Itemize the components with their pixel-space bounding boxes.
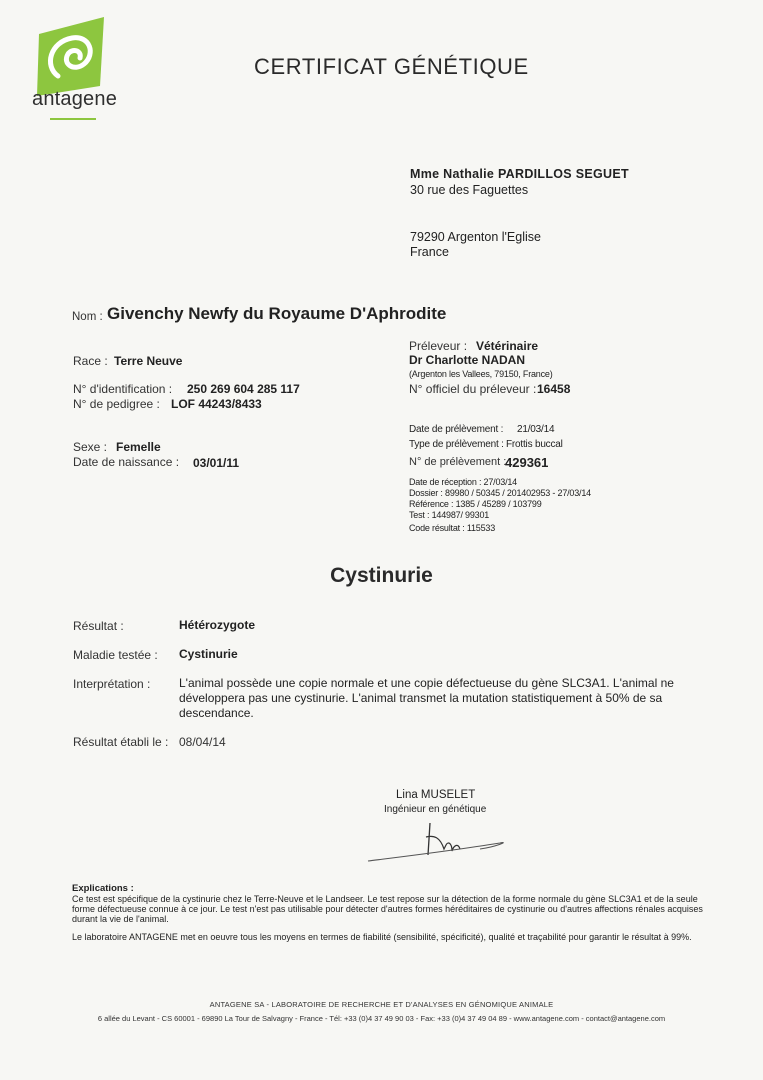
page-title: CERTIFICAT GÉNÉTIQUE bbox=[254, 54, 529, 79]
result-date: 08/04/14 bbox=[179, 735, 226, 749]
explanations-paragraph-2: Le laboratoire ANTAGENE met en oeuvre tous les moyens en termes de fiabilité (sensibilité, spécificité), qualité et traçabilité pour garantir le résultat à 99%. bbox=[72, 932, 692, 942]
dob-value: 03/01/11 bbox=[193, 456, 240, 470]
sample-date-label: Date de prélèvement : bbox=[409, 424, 504, 435]
race-value: Terre Neuve bbox=[114, 354, 183, 368]
sample-type: Frottis buccal bbox=[506, 439, 563, 450]
reference: Référence : 1385 / 45289 / 103799 bbox=[409, 499, 542, 509]
explanations bbox=[72, 884, 722, 942]
sex-label: Sexe : bbox=[73, 440, 108, 454]
interpretation-text: L'animal possède une copie normale et une copie défectueuse du gène SLC3A1. L'animal ne développera pas une cystinurie. L'animal transmet la mutation statistiquement à 50% de sa descendance. bbox=[179, 676, 674, 720]
test-number: Test : 144987/ 99301 bbox=[409, 510, 490, 520]
signatory-title: Ingénieur en génétique bbox=[384, 804, 487, 815]
animal-name: Givenchy Newfy du Royaume D'Aphrodite bbox=[107, 304, 447, 323]
disease-label: Maladie testée : bbox=[73, 648, 158, 662]
dob-label: Date de naissance : bbox=[73, 455, 180, 469]
identification-label: N° d'identification : bbox=[73, 382, 173, 396]
sex-value: Femelle bbox=[116, 440, 161, 454]
logo-underline bbox=[50, 118, 96, 120]
recipient-city: 79290 Argenton l'Eglise bbox=[410, 230, 541, 244]
logo-wordmark: antagene bbox=[32, 88, 118, 110]
disease-title: Cystinurie bbox=[330, 564, 433, 587]
sampler-name: Dr Charlotte NADAN bbox=[409, 353, 526, 367]
result-code: Code résultat : 115533 bbox=[409, 523, 495, 533]
sample-date: 21/03/14 bbox=[517, 424, 555, 435]
disease-value: Cystinurie bbox=[179, 647, 238, 661]
sampler-address: (Argenton les Vallees, 79150, France) bbox=[409, 369, 553, 379]
footer-company: ANTAGENE SA - LABORATOIRE DE RECHERCHE ET D'ANALYSES EN GÉNOMIQUE ANIMALE bbox=[209, 1000, 554, 1009]
sample-type-label: Type de prélèvement : bbox=[409, 439, 504, 450]
pedigree-value: LOF 44243/8433 bbox=[171, 397, 262, 411]
interpretation-label: Interprétation : bbox=[73, 677, 151, 691]
recipient-street: 30 rue des Faguettes bbox=[410, 183, 529, 197]
result-label: Résultat : bbox=[73, 619, 124, 633]
identification-value: 250 269 604 285 117 bbox=[187, 382, 300, 396]
recipient-name: Mme Nathalie PARDILLOS SEGUET bbox=[410, 167, 629, 181]
sampler-label: Préleveur : bbox=[409, 339, 468, 353]
sampler-role: Vétérinaire bbox=[476, 339, 539, 353]
signatory-name: Lina MUSELET bbox=[396, 789, 476, 801]
animal-name-label: Nom : bbox=[72, 311, 103, 323]
explanations-paragraph-1: Ce test est spécifique de la cystinurie chez le Terre-Neuve et le Landseer. Le test repose sur la détection de la forme normale du gène SLC3A1 et de la seule forme défectueuse connue à ce jour. Le test n'est pas utilisable pour détecter d'autres formes héréditaires de cystinurie ou d'autres affections rénales acquises durant la vie de l'animal. bbox=[72, 894, 703, 924]
result-date-label: Résultat établi le : bbox=[73, 735, 169, 749]
explanations-heading: Explications : bbox=[72, 883, 134, 894]
sampler-official-label: N° officiel du préleveur : bbox=[409, 382, 537, 396]
result-value: Hétérozygote bbox=[179, 618, 256, 632]
sampler-official-no: 16458 bbox=[537, 382, 571, 396]
sample-no-label: N° de prélèvement : bbox=[409, 456, 507, 468]
dossier: Dossier : 89980 / 50345 / 201402953 - 27/03/14 bbox=[409, 488, 591, 498]
pedigree-label: N° de pedigree : bbox=[73, 397, 160, 411]
reception-date: Date de réception : 27/03/14 bbox=[409, 477, 517, 487]
handwritten-signature bbox=[360, 815, 530, 870]
race-label: Race : bbox=[73, 354, 108, 368]
sample-no: 429361 bbox=[505, 455, 549, 470]
footer-contact: 6 allée du Levant - CS 60001 - 69890 La Tour de Salvagny - France - Tél: +33 (0)4 37 49 90 03 - Fax: +33 (0)4 37 49 04 89 - www.antagene.com - contact@antagene.com bbox=[97, 1014, 666, 1023]
recipient-country: France bbox=[410, 245, 449, 259]
